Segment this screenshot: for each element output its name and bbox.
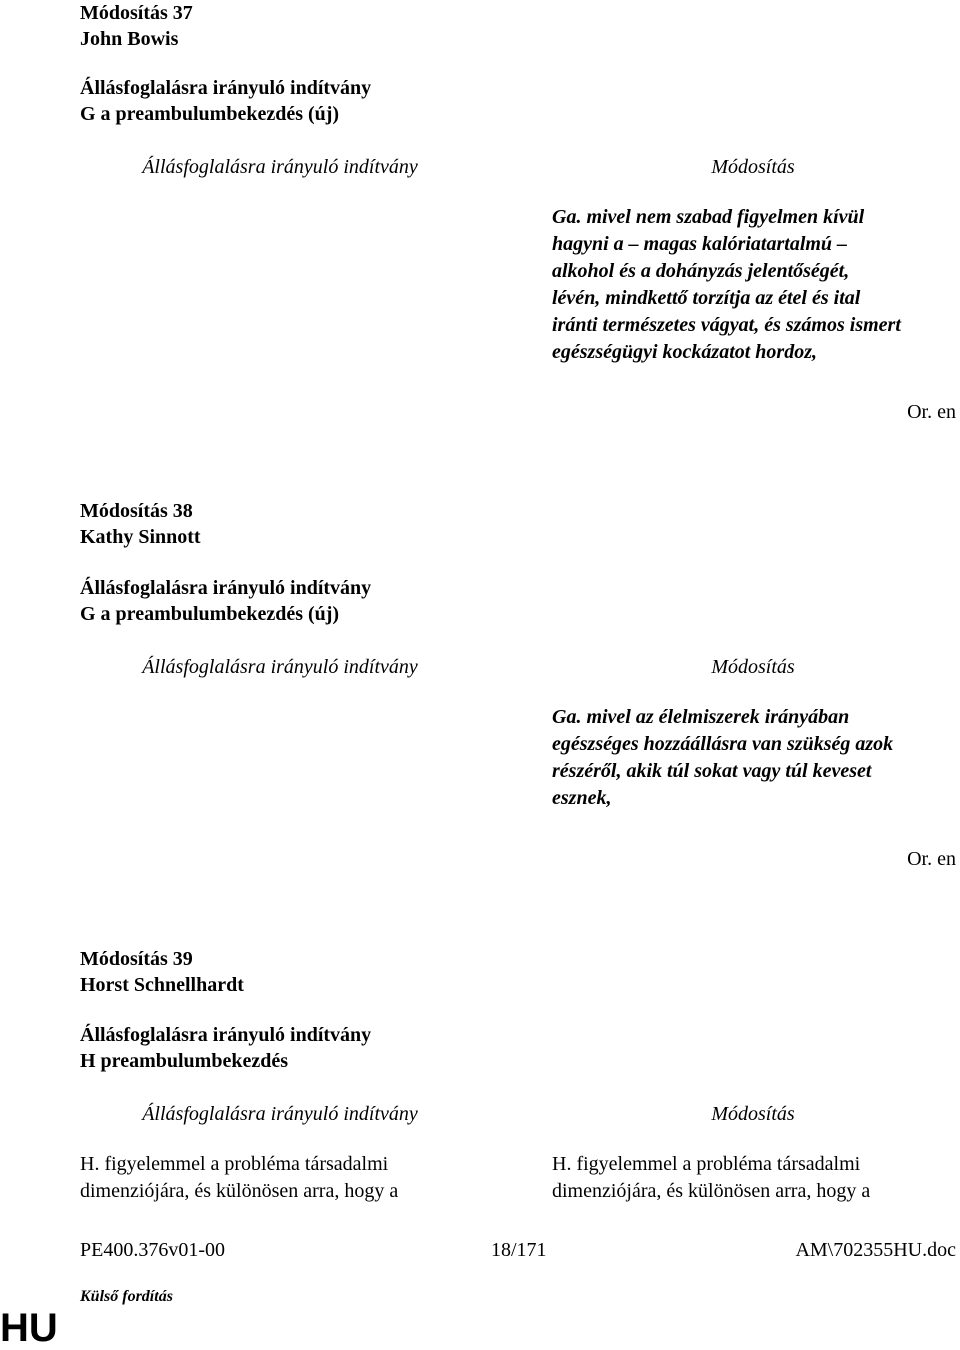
amendment-text-line: részéről, akik túl sokat vagy túl keveset xyxy=(552,760,872,782)
amendment-text-line: Ga. mivel az élelmiszerek irányában xyxy=(552,706,850,728)
amendment-text-line: egészséges hozzáállásra van szükség azok xyxy=(552,733,894,755)
footer-file-name: AM\702355HU.doc xyxy=(795,1239,956,1261)
amendment-text-line: lévén, mindkettő torzítja az étel és ital xyxy=(552,287,861,309)
translation-note: Külső fordítás xyxy=(80,1288,173,1305)
amendment-text-line: hagyni a – magas kalóriatartalmú – xyxy=(552,233,848,255)
footer-page-number: 18/171 xyxy=(491,1239,547,1261)
column-heading-amendment: Módosítás xyxy=(711,156,795,178)
amendment-text-line: dimenziójára, és különösen arra, hogy a xyxy=(552,1180,871,1202)
amendment-text-line: H. figyelemmel a probléma társadalmi xyxy=(552,1153,861,1175)
original-language: Or. en xyxy=(907,848,956,870)
amendment-author: John Bowis xyxy=(80,28,179,50)
amendment-reference: H preambulumbekezdés xyxy=(80,1050,288,1072)
amendment-text-line: Ga. mivel nem szabad figyelmen kívül xyxy=(552,206,865,228)
amendment-author: Horst Schnellhardt xyxy=(80,974,244,996)
column-heading-original: Állásfoglalásra irányuló indítvány xyxy=(142,1103,418,1125)
original-language: Or. en xyxy=(907,401,956,423)
column-heading-amendment: Módosítás xyxy=(711,1103,795,1125)
amendment-title: Módosítás 37 xyxy=(80,2,193,24)
original-text-line: dimenziójára, és különösen arra, hogy a xyxy=(80,1180,399,1202)
column-heading-original: Állásfoglalásra irányuló indítvány xyxy=(142,656,418,678)
column-heading-amendment: Módosítás xyxy=(711,656,795,678)
amendment-text-line: esznek, xyxy=(552,787,612,809)
document-label: Állásfoglalásra irányuló indítvány xyxy=(80,77,372,99)
amendment-text-line: egészségügyi kockázatot hordoz, xyxy=(552,341,817,363)
amendment-reference: G a preambulumbekezdés (új) xyxy=(80,103,340,125)
amendment-title: Módosítás 38 xyxy=(80,500,193,522)
amendment-title: Módosítás 39 xyxy=(80,948,193,970)
amendment-text-line: iránti természetes vágyat, és számos ismert xyxy=(552,314,901,336)
amendment-author: Kathy Sinnott xyxy=(80,526,201,548)
language-code: HU xyxy=(0,1306,58,1350)
amendment-text-line: alkohol és a dohányzás jelentőségét, xyxy=(552,260,850,282)
document-label: Állásfoglalásra irányuló indítvány xyxy=(80,1024,372,1046)
amendment-reference: G a preambulumbekezdés (új) xyxy=(80,603,340,625)
document-label: Állásfoglalásra irányuló indítvány xyxy=(80,577,372,599)
column-heading-original: Állásfoglalásra irányuló indítvány xyxy=(142,156,418,178)
original-text-line: H. figyelemmel a probléma társadalmi xyxy=(80,1153,389,1175)
footer-document-code: PE400.376v01-00 xyxy=(80,1239,225,1261)
